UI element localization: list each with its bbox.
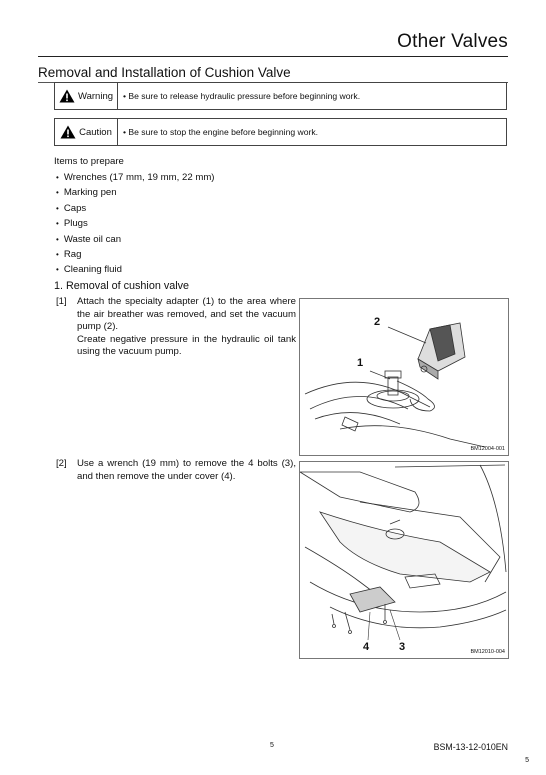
caution-triangle-icon (60, 125, 76, 139)
caution-message: • Be sure to stop the engine before beginning work. (123, 127, 319, 137)
list-item: • Waste oil can (56, 232, 215, 247)
warning-notice (54, 82, 507, 110)
list-item: • Marking pen (56, 185, 215, 200)
callout-1: 1 (357, 357, 364, 369)
step-1 (56, 296, 296, 358)
step-text (77, 296, 296, 359)
header-divider (38, 56, 508, 57)
items-heading: Items to prepare (54, 156, 124, 167)
figure-vacuum-pump (299, 298, 509, 456)
callout-4: 4 (363, 641, 370, 653)
caution-label-cell (55, 119, 118, 145)
list-item: • Cleaning fluid (56, 262, 215, 277)
under-cover-illustration (300, 462, 508, 658)
procedure-title: 1. Removal of cushion valve (54, 280, 190, 292)
warning-message: • Be sure to release hydraulic pressure before beginning work. (123, 91, 361, 101)
callout-3: 3 (399, 641, 406, 653)
step-number: [1] (56, 296, 67, 307)
figure-caption: BM12010-004 (470, 649, 505, 655)
step-line: Use a wrench (19 mm) to remove the 4 bolts (3), and then remove the under cover (4). (77, 458, 296, 482)
step-text (77, 458, 296, 483)
step-number: [2] (56, 458, 67, 469)
list-item: • Caps (56, 201, 215, 216)
items-list (56, 170, 215, 278)
warning-label-cell (55, 83, 118, 109)
section-title: Removal and Installation of Cushion Valve (38, 65, 291, 80)
step-line: Create negative pressure in the hydraulic oil tank using the vacuum pump. (77, 333, 296, 357)
callout-2: 2 (374, 316, 381, 328)
footer-side-page-number: 5 (525, 757, 529, 764)
list-item: • Plugs (56, 216, 215, 231)
list-item: • Wrenches (17 mm, 19 mm, 22 mm) (56, 170, 215, 185)
vacuum-pump-illustration (300, 299, 508, 455)
figure-caption: BM12004-001 (470, 446, 505, 452)
figure-under-cover (299, 461, 509, 659)
caution-label: Caution (79, 126, 112, 138)
list-item: • Rag (56, 247, 215, 262)
warning-triangle-icon (59, 89, 75, 103)
warning-label: Warning (77, 90, 114, 102)
footer-document-code: BSM-13-12-010EN (433, 742, 508, 752)
step-line: Attach the specialty adapter (1) to the area where the air breather was removed, and set the vacuum pump (2). (77, 296, 296, 332)
footer-page-number: 5 (270, 742, 274, 749)
caution-notice (54, 118, 507, 146)
step-2 (56, 458, 296, 488)
page-header-title: Other Valves (397, 31, 508, 52)
